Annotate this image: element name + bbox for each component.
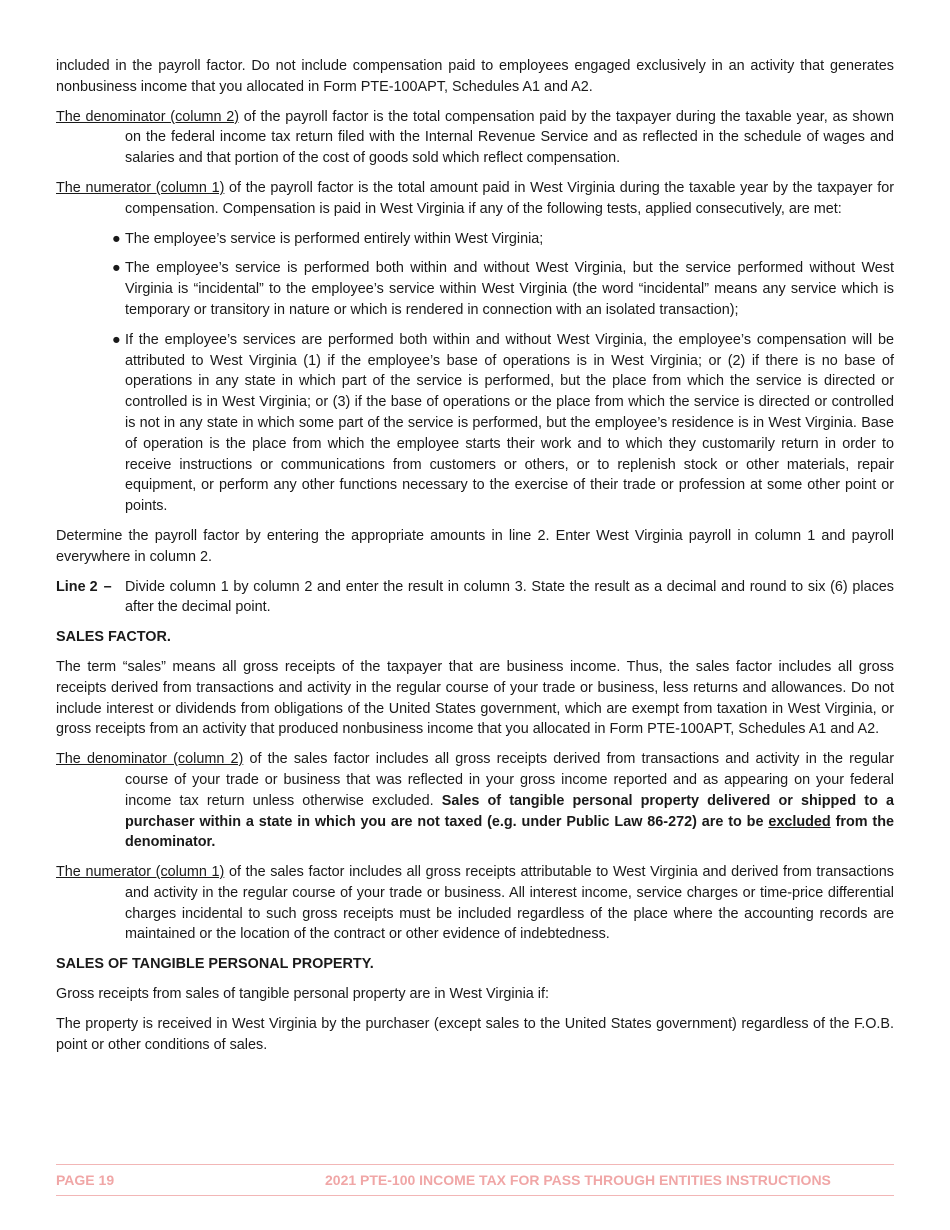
list-item <box>56 330 894 517</box>
denominator-text: of the payroll factor is the total compensation paid by the taxpayer during the taxable year, as shown on the federal income tax return filed with the Internal Revenue Service and as reflected in the schedule of wages and salaries and that portion of the cost of goods sold which reflect compensation. <box>125 108 894 167</box>
list-item <box>56 258 894 320</box>
paragraph-tangible-received: The property is received in West Virginia by the purchaser (except sales to the United States government) regardless of the F.O.B. point or other conditions of sales. <box>56 1015 894 1053</box>
document-body <box>56 56 894 1064</box>
bullet-icon: ● <box>112 230 121 247</box>
line-2-label <box>56 577 125 619</box>
bullet-icon: ● <box>112 331 121 348</box>
sales-denominator-bold: Sales of tangible personal property delivered or shipped to a purchaser within a state in which you are not taxed (e.g. under Public Law 86-272) are to be <box>125 792 894 830</box>
paragraph-sales-definition: The term “sales” means all gross receipts of the taxpayer that are business income. Thus, the sales factor includes all gross receipts derived from transactions and activity in the regular course of your trade or business, less returns and allowances. Do not include interest or dividends from obligations of the United States government, which are exempt from taxation in West Virginia, or gross receipts from an activity that produced nonbusiness income that you allocated in Form PTE-100APT, Schedules A1 and A2. <box>56 658 894 738</box>
paragraph-payroll-denominator <box>56 107 894 169</box>
numerator-term: The numerator (column 1) <box>56 179 225 196</box>
list-item-text: The employee’s service is performed both within and without West Virginia, but the service performed without West Virginia is “incidental” to the employee’s service within West Virginia (the word “incidental” means any service which is temporary or transitory in nature or which is rendered in connection with an isolated transaction); <box>125 260 894 318</box>
bullet-icon: ● <box>112 260 121 277</box>
paragraph-payroll-intro: included in the payroll factor. Do not include compensation paid to employees engaged exclusively in an activity that generates nonbusiness income that you allocated in Form PTE-100APT, Schedules A1 and A2. <box>56 58 894 95</box>
line-2-label-text: Line 2 <box>56 578 98 595</box>
denominator-term: The denominator (column 2) <box>56 108 240 125</box>
sales-denominator-text: of the sales factor includes all gross receipts derived from transactions and activity in the regular course of your trade or business that was reflected in your gross income reported and as appearing on your federal income tax return unless otherwise excluded. <box>125 751 894 809</box>
paragraph-sales-numerator <box>56 862 894 945</box>
paragraph-payroll-numerator <box>56 178 894 220</box>
line-2-instruction <box>56 577 894 619</box>
line-2-dash: – <box>103 578 112 595</box>
list-item-text: If the employee’s services are performed both within and without West Virginia, the employee’s compensation will be attributed to West Virginia (1) if the employee’s base of operations is in West Virginia; or (2) if there is no base of operations in any state in which part of the service is performed, but the place from which the service is directed or controlled is in West Virginia; or (3) if the base of operations or the place from which the service is directed or controlled is not in any state in which some part of the service is performed, but the employee’s residence is in West Virginia. Base of operation is the place from which the employee starts their work and to which they customarily return in order to receive instructions or communications from customers or others, or to replenish stock or other materials, repair equipment, or perform any other functions necessary to the exercise of their trade or profession at some other point or points. <box>125 331 894 515</box>
numerator-text: of the payroll factor is the total amount paid in West Virginia during the taxable year by the taxpayer for compensation. Compensation is paid in West Virginia if any of the following tests, applied consecutively, are met: <box>125 179 894 217</box>
page-footer <box>56 1164 894 1196</box>
line-2-text: Divide column 1 by column 2 and enter the result in column 3. State the result as a decimal and round to six (6) places after the decimal point. <box>125 578 894 616</box>
paragraph-payroll-determine: Determine the payroll factor by entering the appropriate amounts in line 2. Enter West Virginia payroll in column 1 and payroll everywhere in column 2. <box>56 527 894 565</box>
page-number: PAGE 19 <box>56 1172 115 1188</box>
heading-sales-factor: SALES FACTOR. <box>56 629 171 646</box>
list-item <box>56 229 894 250</box>
sales-denominator-term: The denominator (column 2) <box>56 751 244 768</box>
heading-tangible-property: SALES OF TANGIBLE PERSONAL PROPERTY. <box>56 956 374 973</box>
compensation-tests-list <box>56 229 894 517</box>
paragraph-tangible-intro: Gross receipts from sales of tangible personal property are in West Virginia if: <box>56 986 549 1003</box>
excluded-term: excluded <box>768 813 831 830</box>
document-title: 2021 PTE-100 INCOME TAX FOR PASS THROUGH ENTITIES INSTRUCTIONS <box>325 1172 831 1188</box>
paragraph-sales-denominator <box>56 749 894 853</box>
sales-numerator-text: of the sales factor includes all gross receipts attributable to West Virginia and derived from transactions and activity in the regular course of your trade or business. All interest income, service charges or time-price differential charges incidental to such gross receipts must be included regardless of the place where the accounting records are maintained or the location of the contract or other evidence of indebtedness. <box>125 864 894 943</box>
list-item-text: The employee’s service is performed entirely within West Virginia; <box>125 230 544 247</box>
sales-denominator-bold-end: from the denominator. <box>125 813 894 851</box>
sales-numerator-term: The numerator (column 1) <box>56 864 225 881</box>
